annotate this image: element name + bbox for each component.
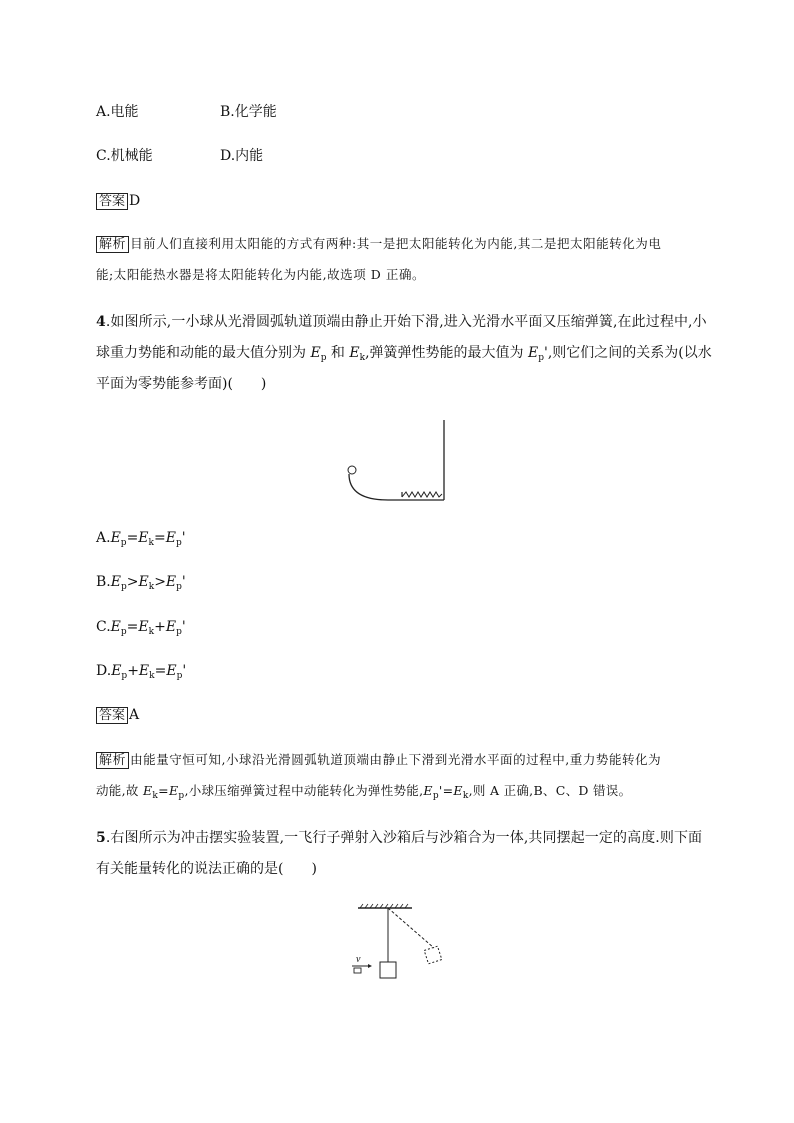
q5-number: 5 [96,830,106,846]
bullet [354,968,361,973]
option-b: B.化学能 [220,104,277,120]
answer-value: A [129,707,140,723]
q5-line-2: 有关能量转化的说法正确的是( ) [96,861,317,877]
q4-analysis-line-2: 动能,故 $E_k=E_p$,小球压缩弹簧过程中动能转化为弹性势能$,E_p'=E_k$,则 A 正确,B、C、D 错误。 [96,783,632,801]
answer-tag: 答案 [96,193,128,210]
analysis-line-2: 能;太阳能热水器是将太阳能转化为内能,故选项 D 正确。 [96,267,426,282]
q4-analysis-line-1: 解析 由能量守恒可知,小球沿光滑圆弧轨道顶端由静止下滑到光滑水平面的过程中,重力势能转化为 [96,750,661,771]
answer-value: D [129,193,141,209]
answer-tag: 答案 [96,707,128,724]
q4-line-1: 4.如图所示,一小球从光滑圆弧轨道顶端由静止开始下滑,进入光滑水平面又压缩弹簧,在此过程中,小 [96,314,707,330]
sandbox [380,962,396,978]
ballistic-pendulum-figure [350,904,450,984]
arc-track [349,474,388,500]
q4-option-d: $D.E_p+E_k=E_p'$ [96,663,187,681]
option-a: A.电能 [96,104,139,120]
spring [402,492,442,497]
q5-line-1: 5.右图所示为冲击摆实验装置,一飞行子弹射入沙箱后与沙箱合为一体,共同摆起一定的高度.则下面 [96,830,703,846]
q4-option-b: $B.E_p>E_k>E_p'$ [96,574,186,592]
q4-line-2: 球重力势能和动能的最大值分别为 $E_p$ 和 $E_k$,弹簧弹性势能的最大值为 $E_p'$,则它们之间的关系为(以水 [96,345,712,363]
q4-number: 4 [96,314,106,330]
answer-row [96,191,140,212]
q4-option-c: $C.E_p=E_k+E_p'$ [96,619,186,637]
sandbox-swung-dashed [424,946,442,964]
velocity-label: v [356,954,361,965]
q4-line-3: 平面为零势能参考面)( ) [96,376,267,392]
q4-option-a: $A.E_p=E_k=E_p'$ [96,530,186,548]
analysis-tag: 解析 [96,236,129,253]
analysis-line-1: 解析 目前人们直接利用太阳能的方式有两种:其一是把太阳能转化为内能,其二是把太阳能转化为电 [96,234,661,255]
swing-string-dashed [388,908,434,948]
option-c: C.机械能 [96,148,153,164]
track-spring-figure [340,418,450,504]
analysis-tag: 解析 [96,752,129,769]
q4-answer-row [96,705,139,726]
option-d: D.内能 [220,148,264,164]
ball [348,466,356,474]
